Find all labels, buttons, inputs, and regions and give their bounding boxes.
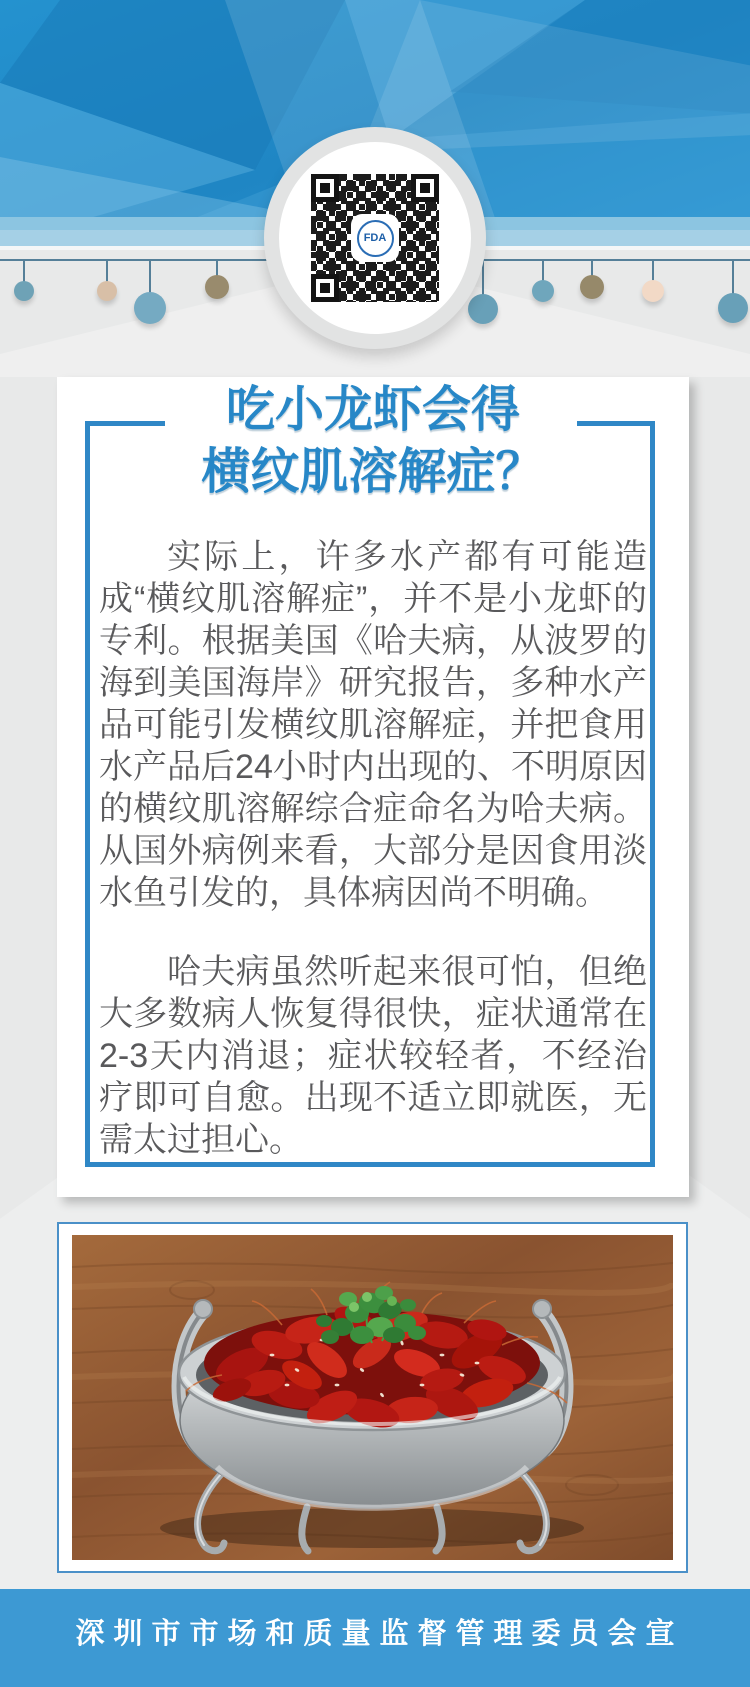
card-frame-left	[85, 421, 90, 1167]
qr-badge-ring	[264, 127, 486, 349]
qr-code	[311, 174, 439, 302]
photo-frame	[57, 1222, 688, 1573]
card-frame-bottom	[85, 1162, 655, 1167]
qr-badge-circle	[279, 142, 471, 334]
paragraph-2: 哈夫病虽然听起来很可怕，但绝大多数病人恢复得很快，症状通常在2-3天内消退；症状较轻者，不经治疗即可自愈。出现不适立即就医，无需太过担心。	[99, 953, 647, 1159]
paragraph-1: 实际上，许多水产都有可能造成“横纹肌溶解症”，并不是小龙虾的专利。根据美国《哈夫病，从波罗的海到美国海岸》研究报告，多种水产品可能引发横纹肌溶解症，并把食用水产品后24小时内出现的、不明原因的横纹肌溶解综合症命名为哈夫病。从国外病例来看，大部分是因食用淡水鱼引发的，具体病因尚不明确。	[99, 538, 647, 912]
title-line-1: 吃小龙虾会得	[225, 383, 520, 437]
article-body	[99, 536, 647, 1161]
content-card	[57, 377, 689, 1197]
title-line-2: 横纹肌溶解症？	[201, 445, 545, 499]
page-title	[57, 379, 689, 503]
qr-finder-icon	[311, 174, 339, 202]
crayfish-photo	[72, 1235, 673, 1560]
footer-credit: 深圳市市场和质量监督管理委员会宣	[75, 1618, 684, 1650]
qr-finder-icon	[311, 274, 339, 302]
card-frame-right	[650, 421, 655, 1167]
qr-finder-icon	[411, 174, 439, 202]
fda-logo-text: FDA	[357, 220, 394, 257]
footer-bar	[0, 1589, 750, 1687]
fda-logo-icon	[354, 217, 396, 259]
